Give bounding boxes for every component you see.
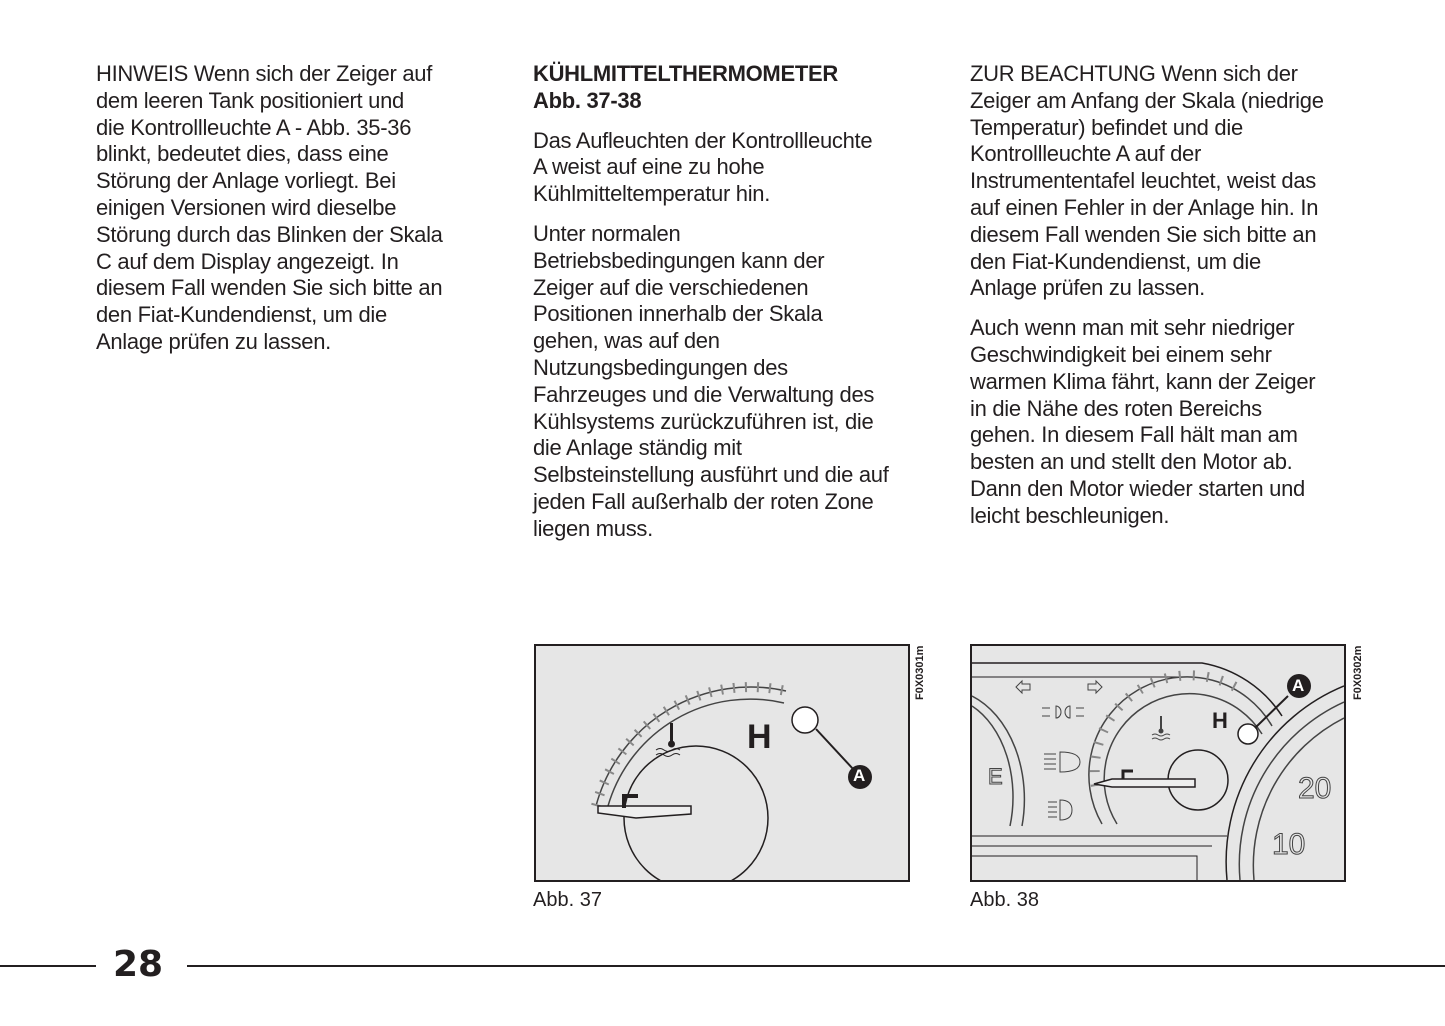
figure-code: F0X0302m: [1352, 645, 1364, 700]
page-number: 28: [113, 944, 164, 985]
footer-rule-right: [187, 965, 1445, 967]
paragraph: Unter normalen Betriebsbedingungen kann der Zeiger auf die verschiedenen Positionen innerhalb der Skala gehen, was auf den Nutzungsbedingungen des Fahrzeuges und die Verwaltung des Kühlsystems zurückzuführen ist, die die Anlage ständig mit Selbsteinstellung ausführt und die auf jeden Fall außerhalb der roten Zone liegen muss.: [533, 220, 889, 541]
paragraph: Das Aufleuchten der Kontrollleuchte A weist auf eine zu hohe Kühlmitteltemperatur hin.: [533, 127, 873, 207]
right-column: [970, 61, 1370, 543]
figure-caption: Abb. 38: [970, 889, 1039, 911]
empty-label: E: [988, 764, 1003, 789]
high-beam-icon: [1048, 800, 1072, 820]
parking-lights-icon: [1042, 706, 1084, 718]
paragraph: Auch wenn man mit sehr niedriger Geschwindigkeit bei einem sehr warmen Klima fährt, kann der Zeiger in die Nähe des roten Bereichs gehen. In diesem Fall hält man am besten an und stellt den Motor ab. Dann den Motor wieder starten und leicht beschleunigen.: [970, 315, 1316, 528]
left-column: [96, 61, 486, 369]
coolant-temperature-icon: [1152, 716, 1170, 740]
speed-label-20: 20: [1298, 772, 1332, 805]
figure-38-instrument-panel: [970, 644, 1346, 882]
low-beam-icon: [1044, 752, 1080, 772]
note-paragraph: HINWEIS Wenn sich der Zeiger auf dem leeren Tank positioniert und die Kontrollleuchte A - Abb. 35-36 blinkt, bedeutet dies, dass eine Störung der Anlage vorliegt. Bei einigen Versionen wird dieselbe Störung durch das Blinken der Skala C auf dem Display angezeigt. In diesem Fall wenden Sie sich bitte an den Fiat-Kundendienst, um die Anlage prüfen zu lassen.: [96, 61, 443, 354]
callout-a-label: A: [1292, 676, 1305, 695]
paragraph: ZUR BEACHTUNG Wenn sich der Zeiger am Anfang der Skala (niedrige Temperatur) befindet und die Kontrollleuchte A auf der Instrumententafel leuchtet, weist das auf einen Fehler in der Anlage hin. In diesem Fall wenden Sie sich bitte an den Fiat-Kundendienst, um die Anlage prüfen zu lassen.: [970, 61, 1324, 301]
footer-rule-left: [0, 965, 96, 967]
figure-caption: Abb. 37: [533, 889, 602, 911]
warning-light: [792, 707, 818, 733]
speed-label-10: 10: [1272, 828, 1306, 861]
hot-label: H: [747, 718, 772, 756]
hot-label: H: [1212, 708, 1228, 733]
turn-signal-left-icon: [1016, 681, 1030, 693]
coolant-gauge-illustration: [536, 646, 908, 880]
middle-column: [533, 61, 933, 556]
figure-37-coolant-gauge: [534, 644, 910, 882]
figure-code: F0X0301m: [914, 645, 926, 700]
turn-signal-right-icon: [1088, 681, 1102, 693]
section-heading: KÜHLMITTELTHERMOMETER Abb. 37-38: [533, 61, 838, 113]
coolant-temperature-icon: [656, 723, 680, 757]
callout-a-label: A: [853, 766, 866, 785]
